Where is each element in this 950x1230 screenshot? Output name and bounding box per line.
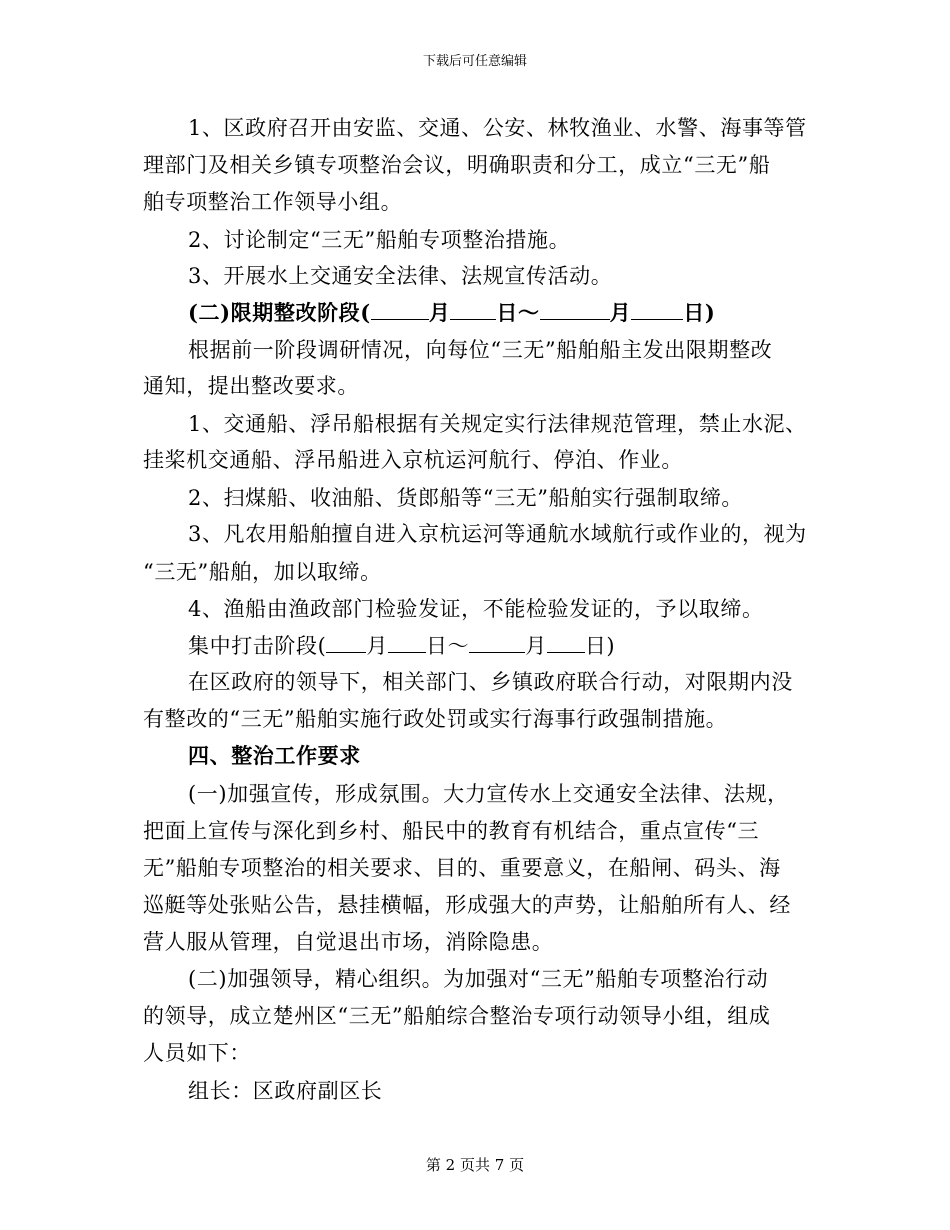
blank-field [450,299,496,320]
paragraph-line: 根据前一阶段调研情况，向每位“三无”船舶船主发出限期整改 [188,338,773,362]
blank-field [388,632,426,653]
paragraph-line: 的领导，成立楚州区“三无”船舶综合整治专项行动领导小组，组成 [143,1004,771,1028]
stage-heading-prefix: (二)限期整改阶段( [188,300,371,325]
day-tilde-label: 日～ [426,634,470,658]
stage-heading-suffix: 日) [683,300,716,325]
month-label: 月 [525,634,547,658]
stage-heading-rectification [188,299,715,326]
paragraph-line: 挂桨机交通船、浮吊船进入京杭运河航行、停泊、作业。 [143,448,683,472]
paragraph-line: 在区政府的领导下，相关部门、乡镇政府联合行动，对限期内没 [188,670,793,694]
paragraph-line: 巡艇等处张贴公告，悬挂横幅，形成强大的声势，让船舶所有人、经 [143,893,791,917]
paragraph-line: 3、开展水上交通安全法律、法规宣传活动。 [188,264,613,288]
paragraph-line: 理部门及相关乡镇专项整治会议，明确职责和分工，成立“三无”船 [143,153,771,177]
paragraph-line: 把面上宣传与深化到乡村、船民中的教育有机结合，重点宣传“三 [143,819,760,843]
blank-field [547,632,585,653]
paragraph-line: 营人服从管理，自觉退出市场，消除隐患。 [143,930,554,954]
paragraph-line: 舶专项整治工作领导小组。 [143,190,403,214]
paragraph-line: 4、渔船由渔政部门检验发证，不能检验发证的，予以取缔。 [188,597,764,621]
month-label: 月 [366,634,389,658]
blank-field [371,299,429,320]
paragraph-line: 有整改的“三无”船舶实施行政处罚或实行海事行政强制措施。 [143,707,728,731]
paragraph-line: 1、交通船、浮吊船根据有关规定实行法律规范管理，禁止水泥、 [188,412,807,436]
paragraph-line: 3、凡农用船舶擅自进入京杭运河等通航水域航行或作业的，视为 [188,522,807,546]
paragraph-line: (一)加强宣传，形成氛围。大力宣传水上交通安全法律、法规， [188,782,789,806]
blank-field [540,299,610,320]
paragraph-line: 2、扫煤船、收油船、货郎船等“三无”船舶实行强制取缔。 [188,486,744,510]
blank-field [631,299,683,320]
stage-heading-prefix: 集中打击阶段( [188,634,327,658]
paragraph-line: 组长：区政府副区长 [188,1079,383,1103]
paragraph-line: 无”船舶专项整治的相关要求、目的、重要意义，在船闸、码头、海 [143,856,781,880]
paragraph-line: 人员如下： [143,1041,251,1065]
section-heading: 四、整治工作要求 [188,743,361,768]
month-label: 月 [609,300,632,325]
page-footer: 第 2 页共 7 页 [425,1156,525,1174]
paragraph-line: “三无”船舶，加以取缔。 [143,560,382,584]
blank-field [469,632,525,653]
month-label: 月 [428,300,451,325]
day-tilde-label: 日～ [496,300,540,325]
stage-heading-suffix: 日) [584,634,616,658]
paragraph-line: (二)加强领导，精心组织。为加强对“三无”船舶专项整治行动 [188,967,769,991]
page-header: 下载后可任意编辑 [422,54,527,69]
paragraph-line: 通知，提出整改要求。 [143,374,359,398]
blank-field [326,632,366,653]
paragraph-line: 1、区政府召开由安监、交通、公安、林牧渔业、水警、海事等管 [188,116,807,140]
stage-heading-crackdown [188,632,615,659]
paragraph-line: 2、讨论制定“三无”船舶专项整治措施。 [188,228,571,252]
